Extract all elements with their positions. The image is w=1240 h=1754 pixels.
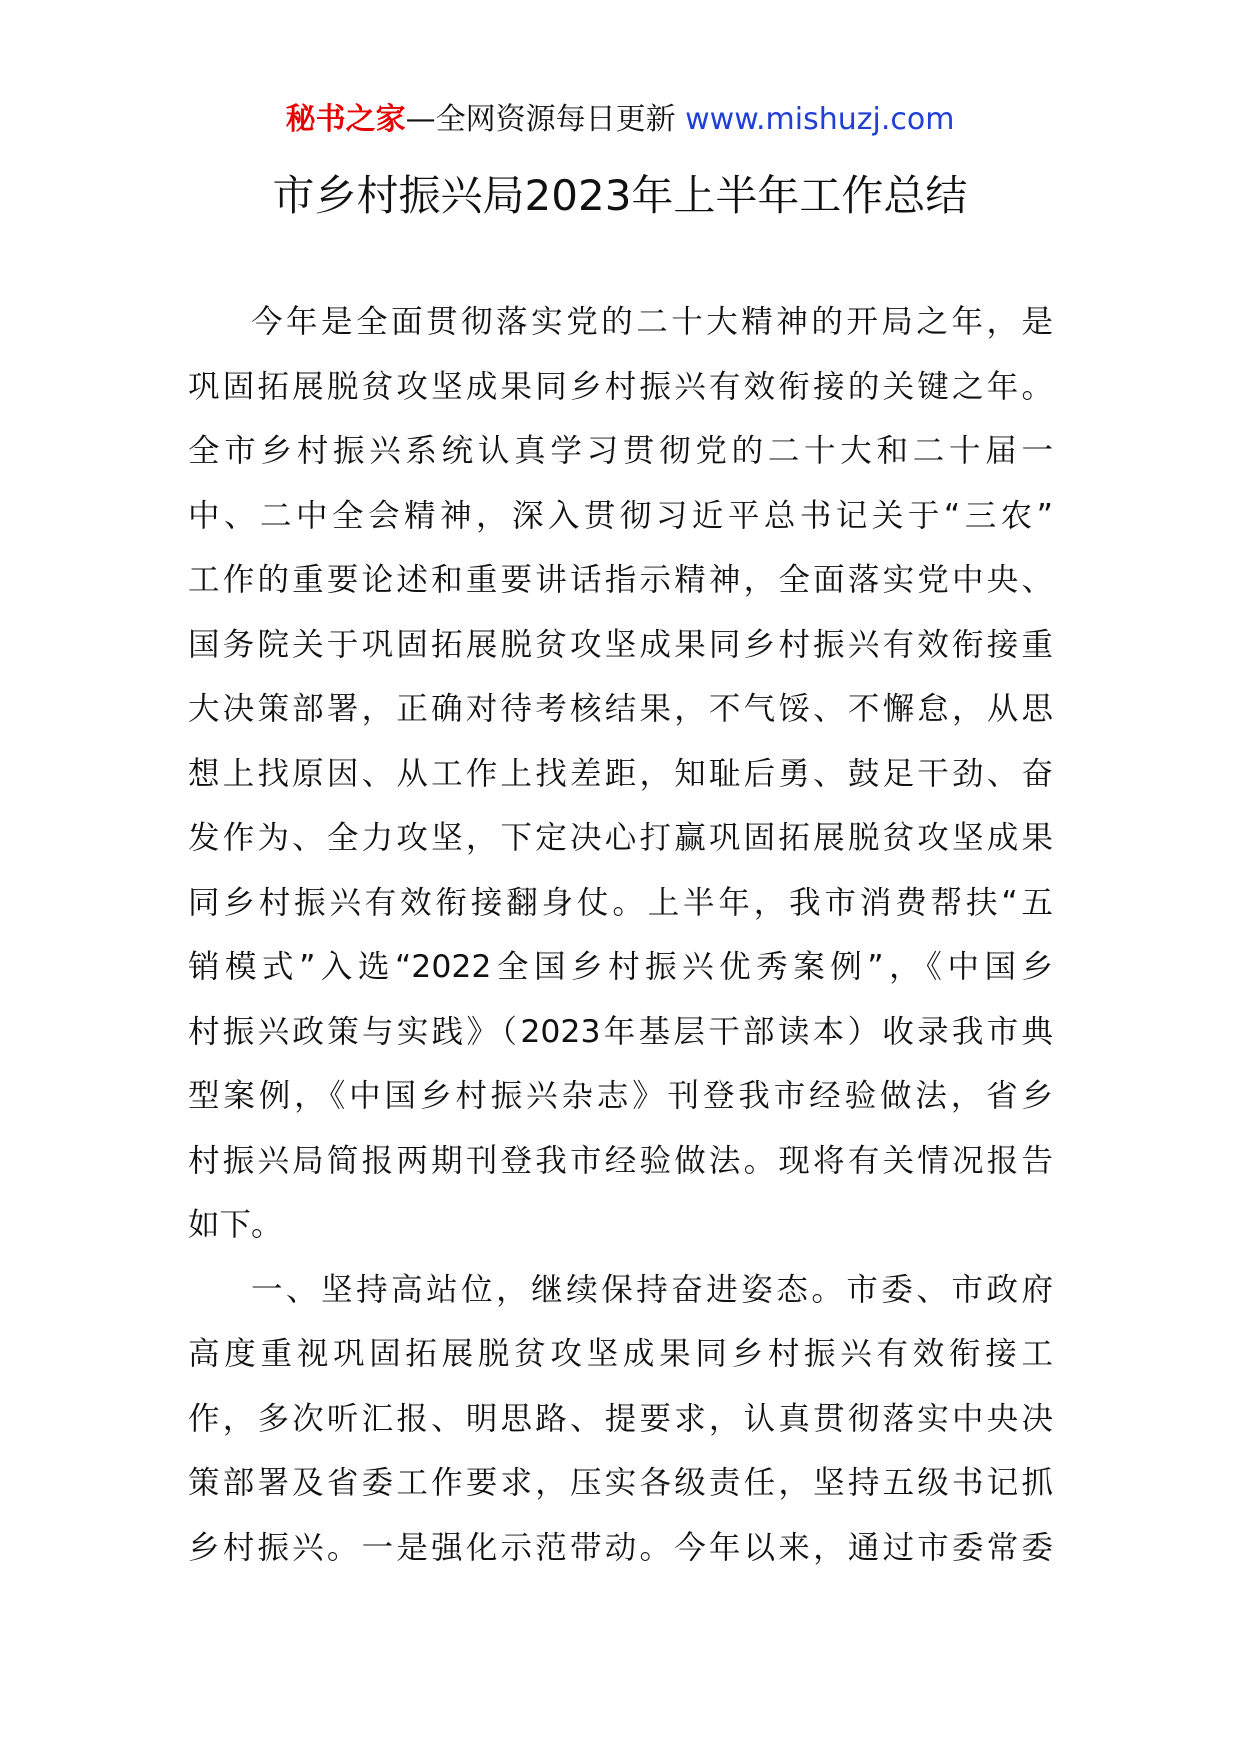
site-url-link[interactable]: www.mishuzj.com <box>685 102 955 137</box>
body-line: 大决策部署，正确对待考核结果，不气馁、不懈怠，从思 <box>188 691 1053 727</box>
body-line: 乡村振兴。一是强化示范带动。今年以来，通过市委常委 <box>188 1529 1053 1566</box>
body-line: 村振兴政策与实践》（2023年基层干部读本）收录我市典 <box>188 1013 1053 1050</box>
brand-name: 秘书之家 <box>285 102 406 137</box>
header-tagline: —全网资源每日更新 <box>405 102 676 137</box>
body-line: 发作为、全力攻坚，下定决心打赢巩固拓展脱贫攻坚成果 <box>188 820 1053 856</box>
body-line: 全市乡村振兴系统认真学习贯彻党的二十大和二十届一 <box>188 433 1053 469</box>
document-body <box>188 290 1053 1580</box>
body-line: 型案例，《中国乡村振兴杂志》刊登我市经验做法，省乡 <box>188 1078 1053 1114</box>
body-line: 今年是全面贯彻落实党的二十大精神的开局之年，是 <box>251 304 1053 340</box>
body-line: 策部署及省委工作要求，压实各级责任，坚持五级书记抓 <box>188 1465 1053 1501</box>
body-line: 想上找原因、从工作上找差距，知耻后勇、鼓足干劲、奋 <box>188 755 1053 792</box>
site-header <box>0 100 1240 140</box>
document-title: 市乡村振兴局2023年上半年工作总结 <box>272 171 968 220</box>
body-line: 作，多次听汇报、明思路、提要求，认真贯彻落实中央决 <box>188 1400 1053 1437</box>
body-line: 国务院关于巩固拓展脱贫攻坚成果同乡村振兴有效衔接重 <box>188 626 1053 663</box>
body-line: 工作的重要论述和重要讲话指示精神，全面落实党中央、 <box>188 562 1053 598</box>
body-line: 如下。 <box>188 1207 283 1243</box>
body-line: 销模式”入选“2022全国乡村振兴优秀案例”，《中国乡 <box>188 949 1053 985</box>
body-line: 一、坚持高站位，继续保持奋进姿态。市委、市政府 <box>251 1271 1053 1308</box>
body-line: 巩固拓展脱贫攻坚成果同乡村振兴有效衔接的关键之年。 <box>188 368 1053 405</box>
body-line: 高度重视巩固拓展脱贫攻坚成果同乡村振兴有效衔接工 <box>188 1336 1053 1372</box>
body-line: 同乡村振兴有效衔接翻身仗。上半年，我市消费帮扶“五 <box>188 884 1053 921</box>
body-line: 村振兴局简报两期刊登我市经验做法。现将有关情况报告 <box>188 1142 1053 1179</box>
body-line: 中、二中全会精神，深入贯彻习近平总书记关于“三农” <box>188 497 1053 534</box>
